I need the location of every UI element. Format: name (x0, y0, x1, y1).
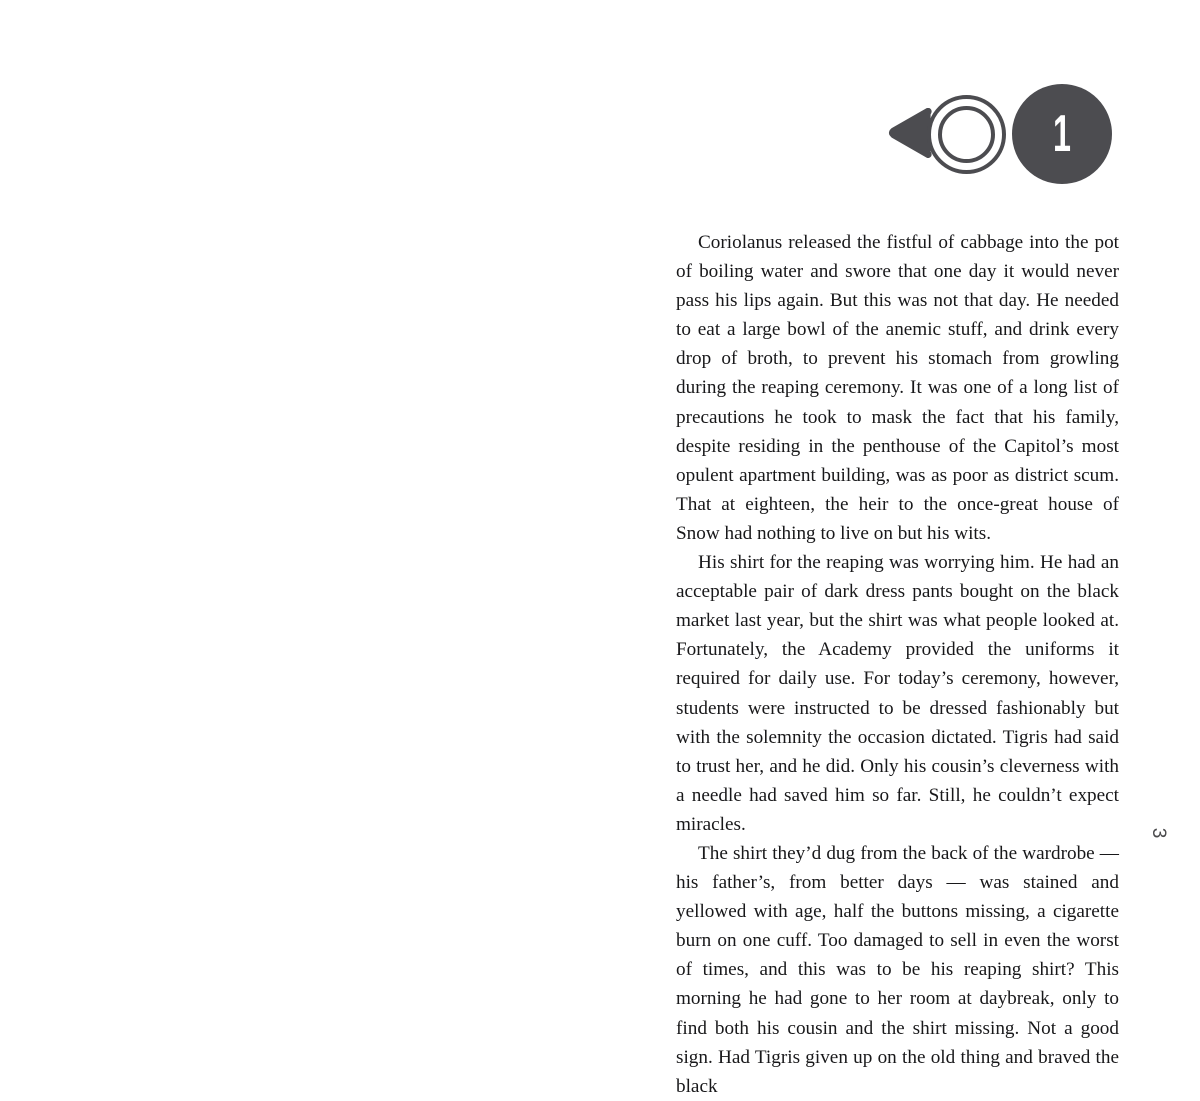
page-number: 3 (1148, 827, 1169, 839)
paragraph: His shirt for the reaping was worrying him. He had an acceptable pair of dark dress pants bought on the black market last year, but the shirt was what people looked at. Fortunately, the Academy provided the uniforms it required for daily use. For today’s ceremony, however, students were instructed to be dressed fashionably but with the solemnity the occasion dictated. Tigris had said to trust her, and he did. Only his cousin’s cleverness with a needle had saved him so far. Still, he couldn’t expect miracles. (676, 552, 1119, 835)
chapter-opening-page (600, 0, 1200, 1097)
body-text-block (676, 228, 1119, 1101)
blank-verso-page (0, 0, 600, 914)
chapter-number-label: 1 (1053, 105, 1071, 163)
double-ring-circle-icon (927, 95, 1006, 174)
paragraph: Coriolanus released the fistful of cabbage into the pot of boiling water and swore that one day it would never pass his lips again. But this was not that day. He needed to eat a large bowl of the anemic stuff, and drink every drop of broth, to prevent his stomach from growling during the reaping ceremony. It was one of a long list of precautions he took to mask the fact that his family, despite residing in the penthouse of the Capitol’s most opulent apartment building, was as poor as district scum. That at eighteen, the heir to the once-great house of Snow had nothing to live on but his wits. (676, 232, 1119, 544)
paragraph: The shirt they’d dug from the back of the wardrobe — his father’s, from better days — was stained and yellowed with age, half the buttons missing, a cigarette burn on one cuff. Too damaged to sell in even the worst of times, and this was to be his reaping shirt? This morning he had gone to her room at daybreak, only to find both his cousin and the shirt missing. Not a good sign. Had Tigris given up on the old thing and braved the black (676, 842, 1119, 1097)
chapter-ornament (886, 84, 1116, 186)
left-pointing-triangle-icon (886, 108, 932, 158)
ring-inner (938, 106, 995, 163)
chapter-number-badge (1012, 84, 1112, 184)
